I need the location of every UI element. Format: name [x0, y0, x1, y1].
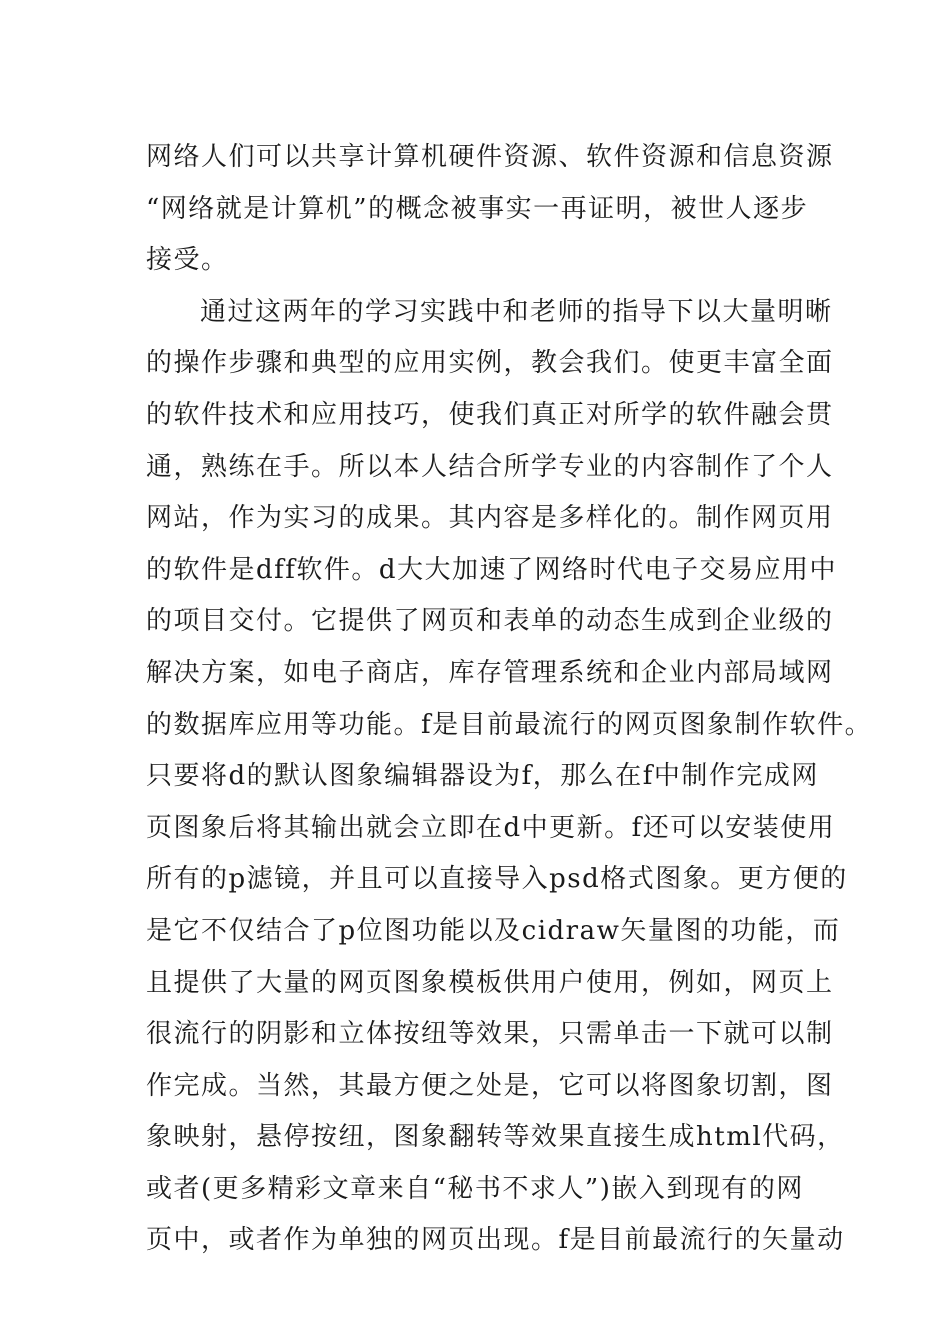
- text-line: 作完成。当然，其最方便之处是，它可以将图象切割，图: [146, 1070, 834, 1101]
- text-line: 页中，或者作为单独的网页出现。f是目前最流行的矢量动: [146, 1225, 845, 1256]
- text-line: 且提供了大量的网页图象模板供用户使用，例如，网页上: [146, 967, 834, 998]
- text-line: 的软件技术和应用技巧，使我们真正对所学的软件融会贯: [146, 399, 834, 430]
- text-line: 的项目交付。它提供了网页和表单的动态生成到企业级的: [146, 606, 834, 637]
- text-line: 所有的p滤镜，并且可以直接导入psd格式图象。更方便的: [146, 864, 848, 895]
- text-line: 页图象后将其输出就会立即在d中更新。f还可以安装使用: [146, 812, 836, 843]
- text-line: 只要将d的默认图象编辑器设为f，那么在f中制作完成网: [146, 761, 819, 792]
- text-line: 网络人们可以共享计算机硬件资源、软件资源和信息资源: [146, 142, 834, 172]
- text-line: 象映射，悬停按纽，图象翻转等效果直接生成html代码，: [146, 1122, 845, 1153]
- text-line: 的操作步骤和典型的应用实例，教会我们。使更丰富全面: [146, 348, 834, 379]
- text-line: 的软件是dff软件。d大大加速了网络时代电子交易应用中: [146, 554, 838, 585]
- text-line: 网站，作为实习的成果。其内容是多样化的。制作网页用: [146, 503, 834, 534]
- text-line: 很流行的阴影和立体按纽等效果，只需单击一下就可以制: [146, 1019, 834, 1050]
- text-line: 接受。: [146, 245, 229, 276]
- text-line: 或者(更多精彩文章来自“秘书不求人”)嵌入到现有的网: [146, 1173, 804, 1204]
- text-line: 通，熟练在手。所以本人结合所学专业的内容制作了个人: [146, 451, 834, 482]
- text-line: 是它不仅结合了p位图功能以及cidraw矢量图的功能，而: [146, 915, 841, 946]
- body-text: [146, 132, 873, 1267]
- text-line: 的数据库应用等功能。f是目前最流行的网页图象制作软件。: [146, 709, 873, 740]
- text-line: “网络就是计算机”的概念被事实一再证明，被世人逐步: [146, 193, 809, 224]
- text-line: 解决方案，如电子商店，库存管理系统和企业内部局域网: [146, 657, 834, 688]
- paragraph-first-line: 通过这两年的学习实践中和老师的指导下以大量明晰: [200, 296, 833, 327]
